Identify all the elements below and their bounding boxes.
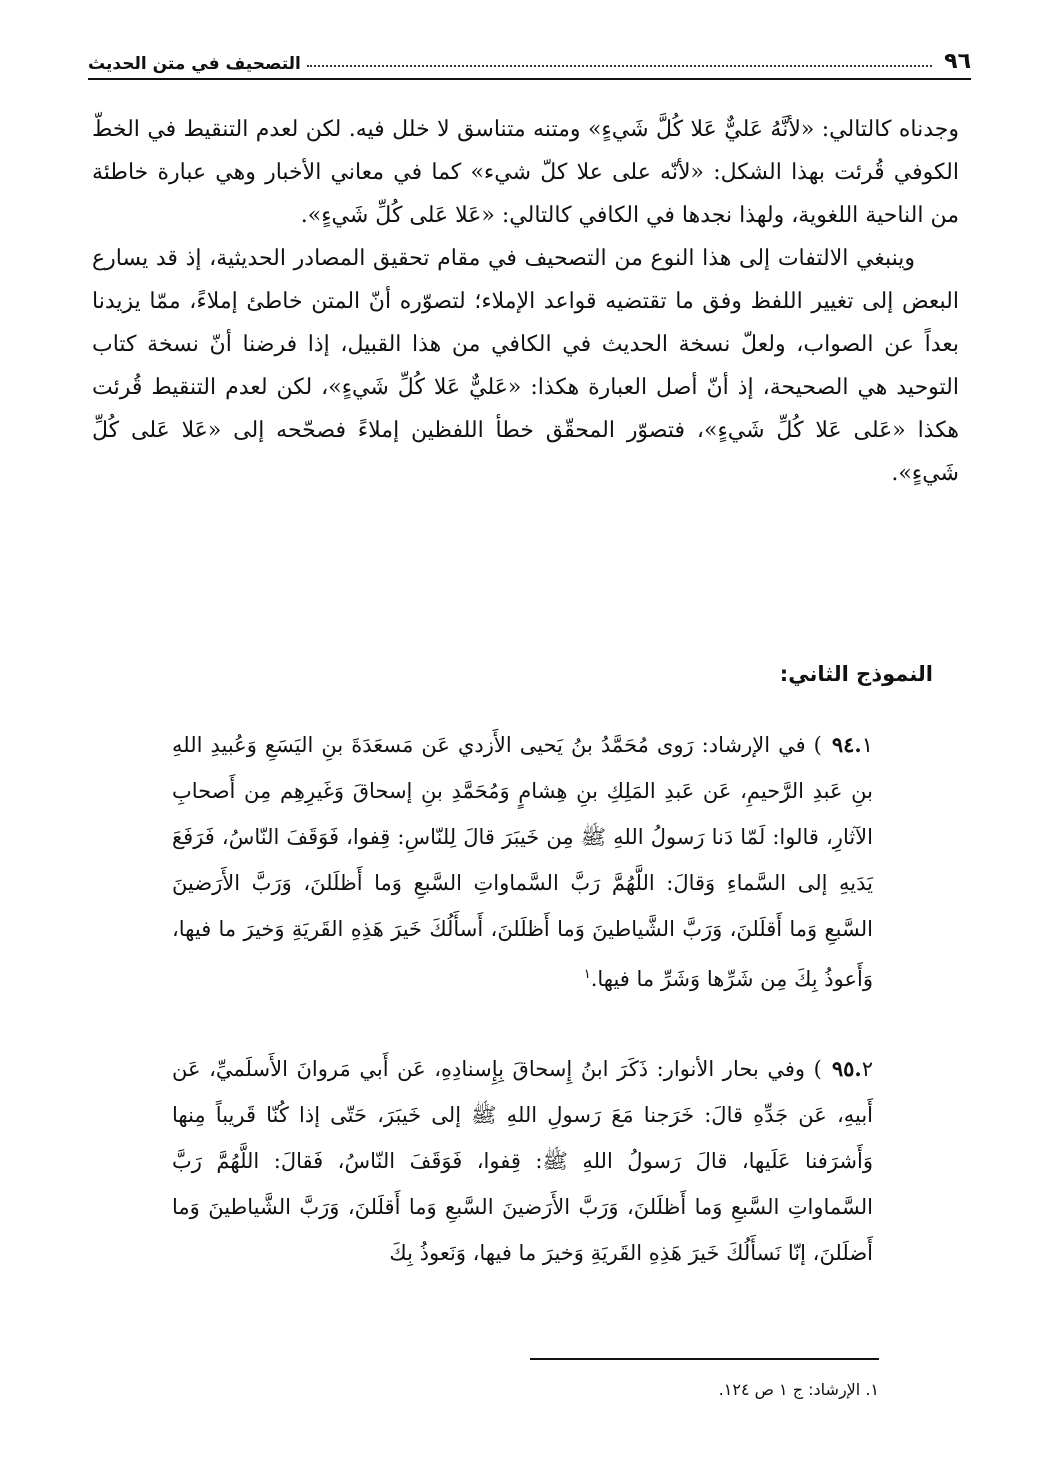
- running-header: [88, 34, 971, 74]
- hadith-text: ١) في الإرشاد: رَوى مُحَمَّدُ بنُ يَحيى الأَزدي عَن مَسعَدَةَ بنِ اليَسَعِ وَعُبيدِ اللهِ بنِ عَبدِ الرَّحيمِ، عَن عَبدِ المَلِكِ بنِ هِشامٍ وَمُحَمَّدِ بنِ إسحاقَ وَغَيرِهِم مِن أَصحابِ الآثارِ، قالوا: لَمّا دَنا رَسولُ اللهِ ﷺ مِن خَيبَرَ قالَ لِلنّاسِ: قِفوا، فَوَقَفَ النّاسُ، فَرَفَعَ يَدَيهِ إلى السَّماءِ وَقالَ: اللَّهُمَّ رَبَّ السَّماواتِ السَّبعِ وَما أَظلَلنَ، وَرَبَّ الأَرَضينَ السَّبعِ وَما أَقلَلنَ، وَرَبَّ الشَّياطينَ وَما أَظلَلنَ، أَسأَلُكَ خَيرَ هَذِهِ القَريَةِ وَخيرَ ما فيها، وَأَعوذُ بِكَ مِن شَرِّها وَشَرِّ ما فيها.: [172, 733, 873, 991]
- hadith-text: ٢) وفي بحار الأنوار: ذَكَرَ ابنُ إِسحاقَ بِإِسنادِهِ، عَن أَبي مَروانَ الأَسلَميِّ، عَن أَبيهِ، عَن جَدِّهِ قالَ: خَرَجنا مَعَ رَسولِ اللهِ ﷺ إلى خَيبَرَ، حَتّى إذا كُنّا قَريباً مِنها وَأَشرَفنا عَلَيها، قالَ رَسولُ اللهِ ﷺ: قِفوا، فَوَقَفَ النّاسُ، فَقالَ: اللَّهُمَّ رَبَّ السَّماواتِ السَّبعِ وَما أَظلَلنَ، وَرَبَّ الأَرَضينَ السَّبعِ وَما أَقلَلنَ، وَرَبَّ الشَّياطينَ وَما أَضلَلنَ، إنّا نَسأَلُكَ خَيرَ هَذِهِ القَريَةِ وَخيرَ ما فيها، وَنَعوذُ بِكَ: [172, 1057, 873, 1265]
- hadith-number: ٩٤.: [831, 732, 862, 757]
- hadith-block: [172, 1046, 873, 1276]
- paragraph: وينبغي الالتفات إلى هذا النوع من التصحيف في مقام تحقيق المصادر الحديثية، إذ قد يسارع البعض إلى تغيير اللفظ وفق ما تقتضيه قواعد الإملاء؛ لتصوّره أنّ المتن خاطئ إملاءً، ممّا يزيدنا بعداً عن الصواب، ولعلّ نسخة الحديث في الكافي من هذا القبيل، إذا فرضنا أنّ نسخة كتاب التوحيد هي الصحيحة، إذ أنّ أصل العبارة هكذا: «عَليٌّ عَلا كُلِّ شَيءٍ»، لكن لعدم التنقيط قُرئت هكذا «عَلى عَلا كُلِّ شَيءٍ»، فتصوّر المحقّق خطأ اللفظين إملاءً فصحّحه إلى «عَلا عَلى كُلِّ شَيءٍ».: [92, 246, 959, 486]
- footnote: ١. الإرشاد: ج ١ ص ١٢٤.: [718, 1380, 879, 1399]
- hadith-block: [172, 722, 873, 1002]
- header-dot-leader: [307, 65, 932, 67]
- header-rule: [88, 78, 971, 80]
- page-number: ٩٦: [944, 49, 971, 74]
- hadith-number: ٩٥.: [831, 1056, 862, 1081]
- paragraph: وجدناه كالتالي: «لأنَّهُ عَليٌّ عَلا كُلَّ شَيءٍ» ومتنه متناسق لا خلل فيه. لكن لعدم التنقيط في الخطّ الكوفي قُرئت بهذا الشكل: «لأنّه على علا كلّ شيء» كما في معاني الأخبار وهي عبارة خاطئة من الناحية اللغوية، ولهذا نجدها في الكافي كالتالي: «عَلا عَلى كُلِّ شَيءٍ».: [92, 117, 959, 228]
- footnote-rule: [530, 1358, 879, 1360]
- section-heading: النموذج الثاني:: [779, 662, 933, 686]
- body-text: [92, 108, 959, 495]
- footnote-reference: ١: [583, 967, 591, 982]
- running-title: التصحيف في متن الحديث: [88, 54, 301, 74]
